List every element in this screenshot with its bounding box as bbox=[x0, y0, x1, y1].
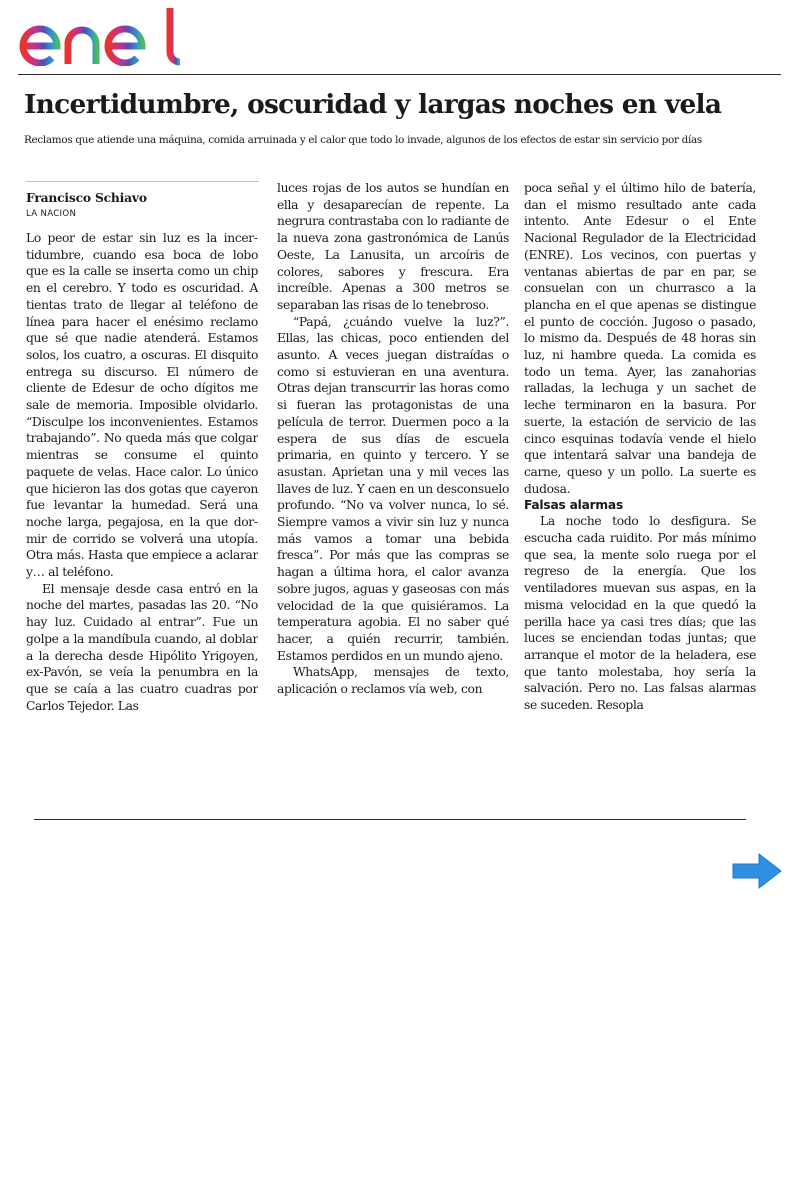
article-column-3 bbox=[524, 180, 756, 765]
article-column-1 bbox=[26, 230, 258, 765]
author-name: Francisco Schiavo bbox=[26, 190, 147, 205]
body-paragraph-continued: poca señal y el último hilo de batería, dan el mismo resultado ante cada intento. Ante Edesur o el Ente Nacional Regulador de la Electricidad (ENRE). Los vecinos, con puertas y ventanas abiertas de par en par, se consuelan con un churrasco a la plancha en el que apenas se distingue el punto de cocción. Jugoso o pasado, lo mismo da. Después de 48 horas sin luz, ni hambre queda. La comida es todo un tema. Ayer, las zanahorias ralladas, la lechuga y un sachet de leche terminaron en la basura. Por suerte, la estación de servicio de las cinco esquinas todavía vende el hielo que intentará salvar una bandeja de carne, queso y un pollo. La suerte es dudosa. bbox=[524, 181, 756, 496]
enel-logo-mark bbox=[18, 4, 180, 66]
body-paragraph: El mensaje desde casa entró en la noche del martes, pasadas las 20. “No hay luz. Cuidado al entrar”. Fue un golpe a la mandíbula cuando, al doblar a la derecha desde Hipólito Yrigoyen, ex-Pavón, se veía la penumbra en la que se caía a las cuatro cuadras por Carlos Tejedor. Las bbox=[26, 581, 258, 713]
next-page-button[interactable] bbox=[731, 852, 783, 890]
body-paragraph: Lo peor de estar sin luz es la incertidumbre, cuando esa boca de lobo que es la calle se inserta como un chip en el cerebro. Y todo es oscuridad. A tientas trato de llegar al teléfono de línea para hacer el enésimo reclamo que sé que nadie atenderá. Estamos solos, los cuatro, a oscuras. El disquito entrega su discurso. El número de cliente de Edesur de ocho dígitos me sale de memoria. Imposible olvidarlo. “Disculpe los inconvenientes. Estamos trabajando”. No queda más que colgar mientras se consume el quinto paquete de velas. Hace calor. Lo único que hicieron las dos gotas que cayeron fue levantar la humedad. Será una noche larga, pegajosa, en la que dormir de corrido se volverá una utopía. Otra más. Hasta que empiece a aclarar y… al teléfono. bbox=[26, 231, 258, 580]
outlet-name: LA NACION bbox=[26, 209, 77, 219]
article-column-2 bbox=[277, 180, 509, 765]
section-heading: Falsas alarmas bbox=[524, 498, 624, 513]
enel-logo bbox=[18, 4, 180, 66]
body-paragraph: La noche todo lo desfigura. Se escucha cada ruidito. Por más mínimo que sea, la mente solo ruega por el regreso de la energía. Que los ventiladores muevan sus aspas, en la misma velocidad en la que quedó la perilla hace ya casi tres días; que las luces se enciendan todas juntas; que arranque el motor de la heladera, ese que tanto molestaba, hoy sería la salvación. Pero no. Las falsas alarmas se suceden. Resopla bbox=[524, 514, 756, 713]
header-divider bbox=[18, 74, 781, 75]
body-paragraph: WhatsApp, mensajes de texto, aplicación o reclamos vía web, con bbox=[277, 665, 509, 697]
body-paragraph: “Papá, ¿cuándo vuelve la luz?”. Ellas, las chicas, poco entienden del asunto. A veces juegan distraídas o como si estuvieran en una aventura. Otras dejan transcurrir las horas como si fueran las protagonistas de una película de terror. Duermen poco a la espera de sus días de escuela primaria, en quinto y tercero. Y se asustan. Aprietan una y mil veces las llaves de luz. Y caen en un desconsuelo profundo. “No va volver nunca, lo sé. Siempre vamos a vivir sin luz y nunca más vamos a tomar una bebida fresca”. Por más que las compras se hagan a última hora, el calor avanza sobre jugos, aguas y gaseosas con más velocidad de la que quisiéramos. La temperatura agobia. El no saber qué hacer, a quién recurrir, también. Estamos perdidos en un mundo ajeno. bbox=[277, 314, 509, 663]
enel-logo-text: enel bbox=[18, 4, 21, 5]
article-headline: Incertidumbre, oscuridad y largas noches en vela bbox=[24, 89, 722, 120]
arrow-right-icon bbox=[731, 852, 783, 890]
byline-divider bbox=[26, 181, 259, 182]
body-paragraph-continued: luces rojas de los autos se hundían en ella y desaparecían de repente. La negrura contrastaba con lo radiante de la nueva zona gastronómica de Lanús Oeste, La Lanusita, un arcoíris de colores, sabores y frescura. Era increíble. Apenas a 300 metros se separaban las risas de lo tenebroso. bbox=[277, 181, 509, 312]
footer-divider bbox=[34, 819, 746, 820]
article-subheadline: Reclamos que atiende una máquina, comida arruinada y el calor que todo lo invade, algunos de los efectos de estar sin servicio por días bbox=[24, 134, 702, 146]
